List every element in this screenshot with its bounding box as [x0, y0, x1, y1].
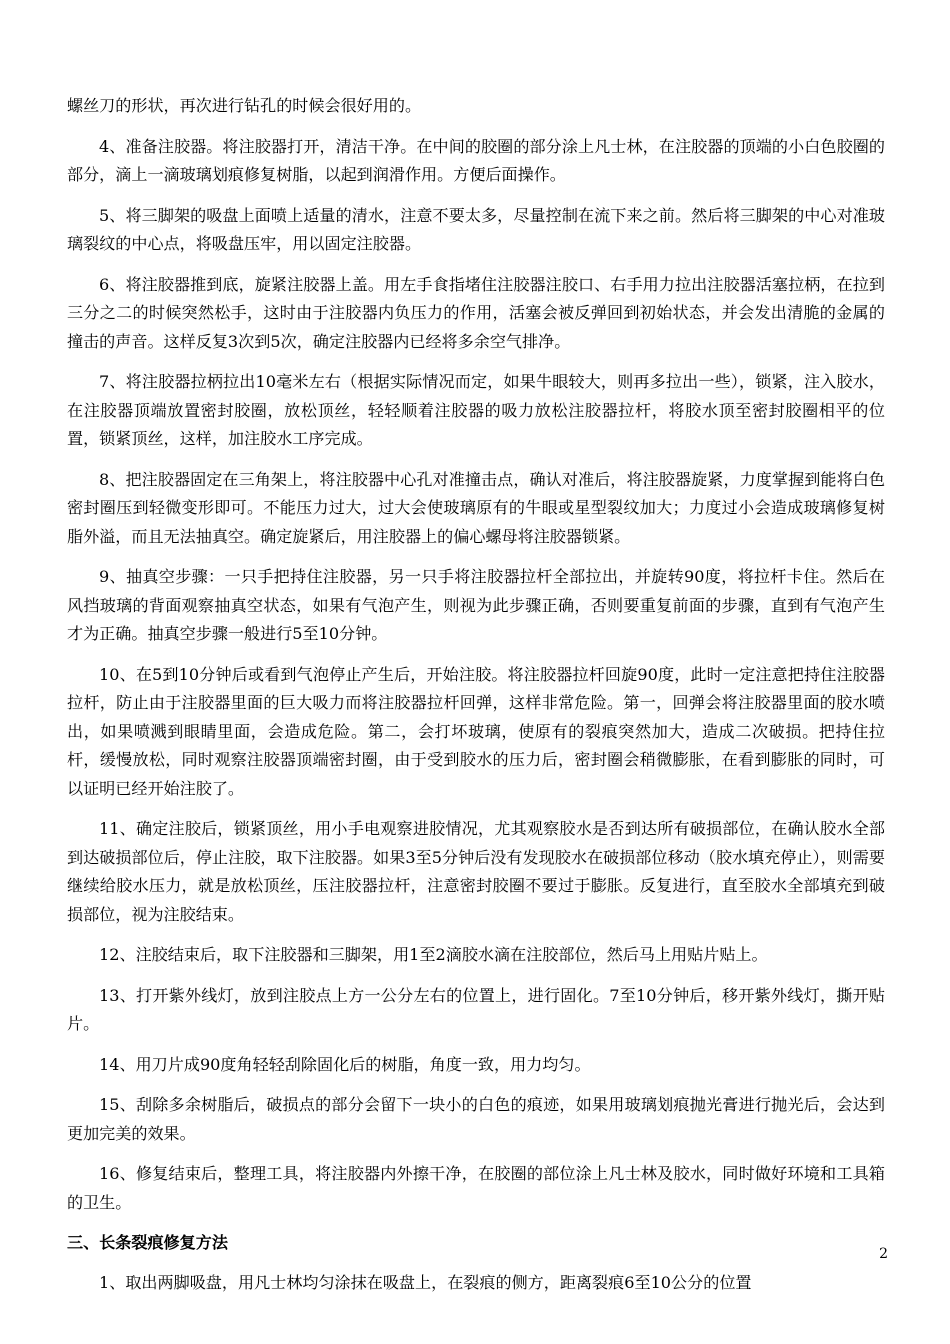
paragraph-continuation: 螺丝刀的形状，再次进行钻孔的时候会很好用的。	[67, 96, 422, 115]
paragraph-step-8: 8、把注胶器固定在三角架上，将注胶器中心孔对准撞击点，确认对准后，将注胶器旋紧，力度掌握到能将白色密封圈压到轻微变形即可。不能压力过大，过大会使玻璃原有的牛眼或星型裂纹加大；力度过小会造成玻璃修复树脂外溢，而且无法抽真空。确定旋紧后，用注胶器上的偏心螺母将注胶器锁紧。	[67, 469, 885, 546]
paragraph-step-6: 6、将注胶器推到底，旋紧注胶器上盖。用左手食指堵住注胶器注胶口、右手用力拉出注胶器活塞拉柄，在拉到三分之二的时候突然松手，这时由于注胶器内负压力的作用，活塞会被反弹回到初始状态，并会发出清脆的金属的撞击的声音。这样反复3次到5次，确定注胶器内已经将多余空气排净。	[67, 274, 885, 351]
paragraph-step-15: 15、刮除多余树脂后，破损点的部分会留下一块小的白色的痕迹，如果用玻璃划痕抛光膏进行抛光后，会达到更加完美的效果。	[67, 1095, 885, 1143]
paragraph-step-9: 9、抽真空步骤：一只手把持住注胶器，另一只手将注胶器拉杆全部拉出，并旋转90度，将拉杆卡住。然后在风挡玻璃的背面观察抽真空状态，如果有气泡产生，则视为此步骤正确，否则要重复前面的步骤，直到有气泡产生才为正确。抽真空步骤一般进行5至10分钟。	[67, 567, 885, 643]
paragraph-step-14: 14、用刀片成90度角轻轻刮除固化后的树脂，角度一致，用力均匀。	[99, 1054, 591, 1074]
paragraph-step-7: 7、将注胶器拉柄拉出10毫米左右（根据实际情况而定，如果牛眼较大，则再多拉出一些），锁紧，注入胶水，在注胶器顶端放置密封胶圈，放松顶丝，轻轻顺着注胶器的吸力放松注胶器拉杆，将胶水顶至密封胶圈相平的位置，锁紧顶丝，这样，加注胶水工序完成。	[67, 372, 885, 448]
page-number: 2	[879, 1246, 888, 1262]
paragraph-step-16: 16、修复结束后，整理工具，将注胶器内外擦干净，在胶圈的部位涂上凡士林及胶水，同时做好环境和工具箱的卫生。	[67, 1164, 885, 1212]
document-body	[67, 92, 885, 1309]
paragraph-step-13: 13、打开紫外线灯，放到注胶点上方一公分左右的位置上，进行固化。7至10分钟后，移开紫外线灯，撕开贴片。	[67, 985, 885, 1033]
paragraph-step-11: 11、确定注胶后，锁紧顶丝，用小手电观察进胶情况，尤其观察胶水是否到达所有破损部位，在确认胶水全部到达破损部位后，停止注胶，取下注胶器。如果3至5分钟后没有发现胶水在破损部位移动（胶水填充停止），则需要继续给胶水压力，就是放松顶丝，压注胶器拉杆，注意密封胶圈不要过于膨胀。反复进行，直至胶水全部填充到破损部位，视为注胶结束。	[67, 819, 885, 924]
section-heading: 三、长条裂痕修复方法	[67, 1233, 228, 1252]
paragraph-step-10: 10、在5到10分钟后或看到气泡停止产生后，开始注胶。将注胶器拉杆回旋90度，此时一定注意把持住注胶器拉杆，防止由于注胶器里面的巨大吸力而将注胶器拉杆回弹，这样非常危险。第一，回弹会将注胶器里面的胶水喷出，如果喷溅到眼睛里面，会造成危险。第二，会打坏玻璃，使原有的裂痕突然加大，造成二次破损。把持住拉杆，缓慢放松，同时观察注胶器顶端密封圈，由于受到胶水的压力后，密封圈会稍微膨胀，在看到膨胀的同时，可以证明已经开始注胶了。	[67, 664, 885, 798]
paragraph-section-step-1: 1、取出两脚吸盘，用凡士林均匀涂抹在吸盘上，在裂痕的侧方，距离裂痕6至10公分的位置	[99, 1272, 752, 1292]
paragraph-step-4: 4、准备注胶器。将注胶器打开，清洁干净。在中间的胶圈的部分涂上凡士林，在注胶器的顶端的小白色胶圈的部分，滴上一滴玻璃划痕修复树脂，以起到润滑作用。方便后面操作。	[67, 136, 885, 184]
paragraph-step-12: 12、注胶结束后，取下注胶器和三脚架，用1至2滴胶水滴在注胶部位，然后马上用贴片贴上。	[99, 945, 768, 964]
paragraph-step-5: 5、将三脚架的吸盘上面喷上适量的清水，注意不要太多，尽量控制在流下来之前。然后将三脚架的中心对准玻璃裂纹的中心点，将吸盘压牢，用以固定注胶器。	[67, 205, 885, 253]
